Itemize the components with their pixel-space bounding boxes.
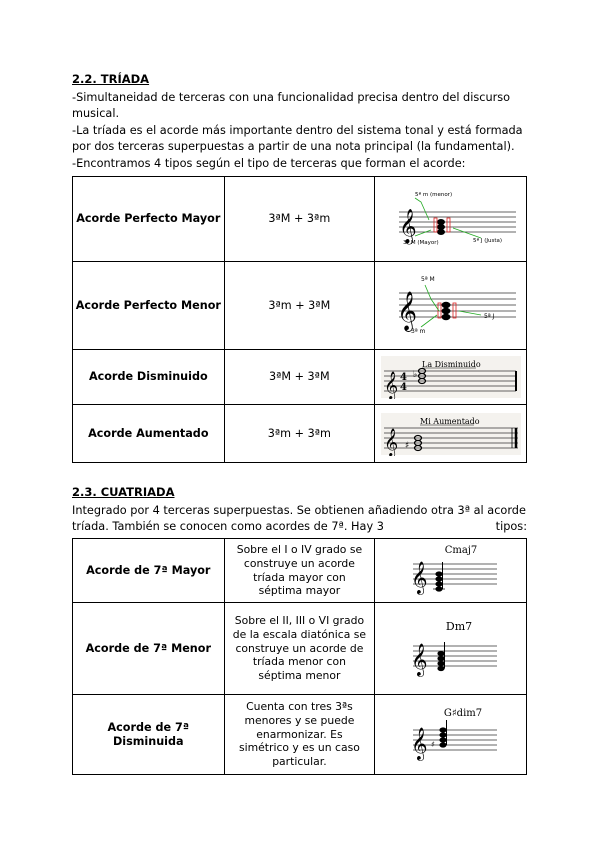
treble-clef-icon: 𝄞 bbox=[398, 209, 417, 244]
sharp-icon: ♯ bbox=[404, 440, 409, 451]
chord-note bbox=[437, 655, 444, 660]
augmented-chord-staff bbox=[380, 412, 522, 456]
chord-symbol: G♯dim7 bbox=[443, 707, 482, 719]
chord-note bbox=[437, 219, 445, 225]
chord-description: Sobre el I o IV grado se construye un acorde tríada mayor con séptima mayor bbox=[224, 539, 375, 603]
treble-clef-icon: 𝄞 bbox=[410, 560, 428, 594]
section-title-triada: 2.2. TRÍADA bbox=[72, 72, 150, 86]
chord-formula: 3ªm + 3ªM bbox=[224, 262, 374, 350]
table-row bbox=[73, 350, 527, 405]
section-title-cuatriada: 2.3. CUATRIADA bbox=[72, 485, 175, 499]
table-row bbox=[73, 262, 527, 350]
triada-line-3: -Encontramos 4 tipos según el tipo de terceras que forman el acorde: bbox=[72, 156, 466, 170]
chord-name: Acorde de 7ª Disminuida bbox=[73, 695, 225, 775]
chord-formula: 3ªM + 3ªm bbox=[224, 177, 374, 262]
flat-icon: ♭ bbox=[412, 370, 417, 380]
minor-chord-staff bbox=[381, 271, 521, 341]
chord-notation bbox=[375, 350, 527, 405]
major-chord-staff bbox=[381, 184, 521, 254]
chord-note bbox=[435, 581, 442, 586]
treble-clef-icon: 𝄞 bbox=[396, 290, 417, 331]
chord-note bbox=[437, 650, 444, 655]
chord-caption: La Disminuido bbox=[421, 360, 481, 369]
chord-note bbox=[439, 732, 446, 737]
chord-notation bbox=[375, 262, 527, 350]
table-row bbox=[73, 177, 527, 262]
chord-note bbox=[435, 576, 442, 581]
cuatriada-line-2b: tipos: bbox=[495, 520, 527, 534]
chord-name: Acorde de 7ª Menor bbox=[73, 603, 225, 695]
chord-note bbox=[437, 665, 444, 670]
chord-name: Acorde de 7ª Mayor bbox=[73, 539, 225, 603]
treble-clef-icon: 𝄞 bbox=[383, 371, 398, 399]
chord-name: Acorde Perfecto Mayor bbox=[73, 177, 225, 262]
chord-formula: 3ªm + 3ªm bbox=[224, 405, 374, 463]
chord-note bbox=[439, 742, 446, 747]
chord-note bbox=[435, 571, 442, 576]
chord-note bbox=[441, 307, 450, 313]
cmaj7-staff bbox=[401, 542, 501, 600]
chord-notation bbox=[375, 603, 527, 695]
chord-note bbox=[439, 727, 446, 732]
chord-note bbox=[441, 313, 450, 319]
chord-notation bbox=[375, 405, 527, 463]
treble-clef-icon: 𝄞 bbox=[383, 427, 398, 456]
svg-text:4: 4 bbox=[399, 372, 407, 383]
chord-notation bbox=[375, 695, 527, 775]
interval-label: 5ª J (Justa) bbox=[472, 238, 502, 244]
interval-label: 3ª m bbox=[410, 327, 425, 335]
interval-label: 3ª M (Mayor) bbox=[402, 240, 439, 246]
chord-symbol: Cmaj7 bbox=[444, 544, 477, 556]
chord-description: Cuenta con tres 3ªs menores y se puede enarmonizar. Es simétrico y es un caso particular. bbox=[224, 695, 375, 775]
chord-note bbox=[441, 301, 450, 307]
cuatriada-description bbox=[72, 503, 527, 536]
cuatriada-table bbox=[72, 538, 527, 775]
chord-caption: Mi Aumentado bbox=[419, 416, 480, 426]
chord-notation bbox=[375, 539, 527, 603]
chord-notation bbox=[375, 177, 527, 262]
table-row bbox=[73, 695, 527, 775]
table-row bbox=[73, 603, 527, 695]
chord-note bbox=[437, 660, 444, 665]
triada-description bbox=[72, 90, 527, 172]
svg-text:4: 4 bbox=[399, 382, 407, 393]
chord-formula: 3ªM + 3ªM bbox=[224, 350, 374, 405]
triada-table bbox=[72, 176, 527, 463]
chord-symbol: Dm7 bbox=[445, 619, 472, 633]
diminished-chord-staff bbox=[380, 355, 522, 399]
chord-name: Acorde Disminuido bbox=[73, 350, 225, 405]
chord-name: Acorde Perfecto Menor bbox=[73, 262, 225, 350]
chord-note bbox=[439, 737, 446, 742]
dm7-staff bbox=[401, 616, 501, 682]
cuatriada-line-1: Integrado por 4 terceras superpuestas. Se obtienen añadiendo otra 3ª al acorde bbox=[72, 504, 526, 517]
table-row bbox=[73, 539, 527, 603]
gsharpdim7-staff bbox=[401, 704, 501, 766]
triada-line-1: -Simultaneidad de terceras con una funcionalidad precisa dentro del discurso musical. bbox=[72, 91, 511, 121]
interval-label: 5ª J bbox=[483, 312, 494, 320]
table-row bbox=[73, 405, 527, 463]
interval-label: 5ª M bbox=[420, 275, 435, 283]
treble-clef-icon: 𝄞 bbox=[410, 642, 428, 676]
treble-clef-icon: 𝄞 bbox=[410, 726, 428, 760]
interval-label: 5ª m (menor) bbox=[414, 192, 452, 198]
cuatriada-line-2a: tríada. También se conocen como acordes de 7ª. Hay 3 bbox=[72, 520, 384, 534]
chord-description: Sobre el II, III o VI grado de la escala diatónica se construye un acorde de tríada menor con séptima menor bbox=[224, 603, 375, 695]
sharp-icon: ♯ bbox=[430, 739, 435, 749]
triada-line-2: -La tríada es el acorde más importante dentro del sistema tonal y está formada por dos terceras superpuestas a partir de una nota principal (la fundamental). bbox=[72, 123, 523, 154]
cuatriada-line-2 bbox=[72, 519, 527, 535]
chord-name: Acorde Aumentado bbox=[73, 405, 225, 463]
